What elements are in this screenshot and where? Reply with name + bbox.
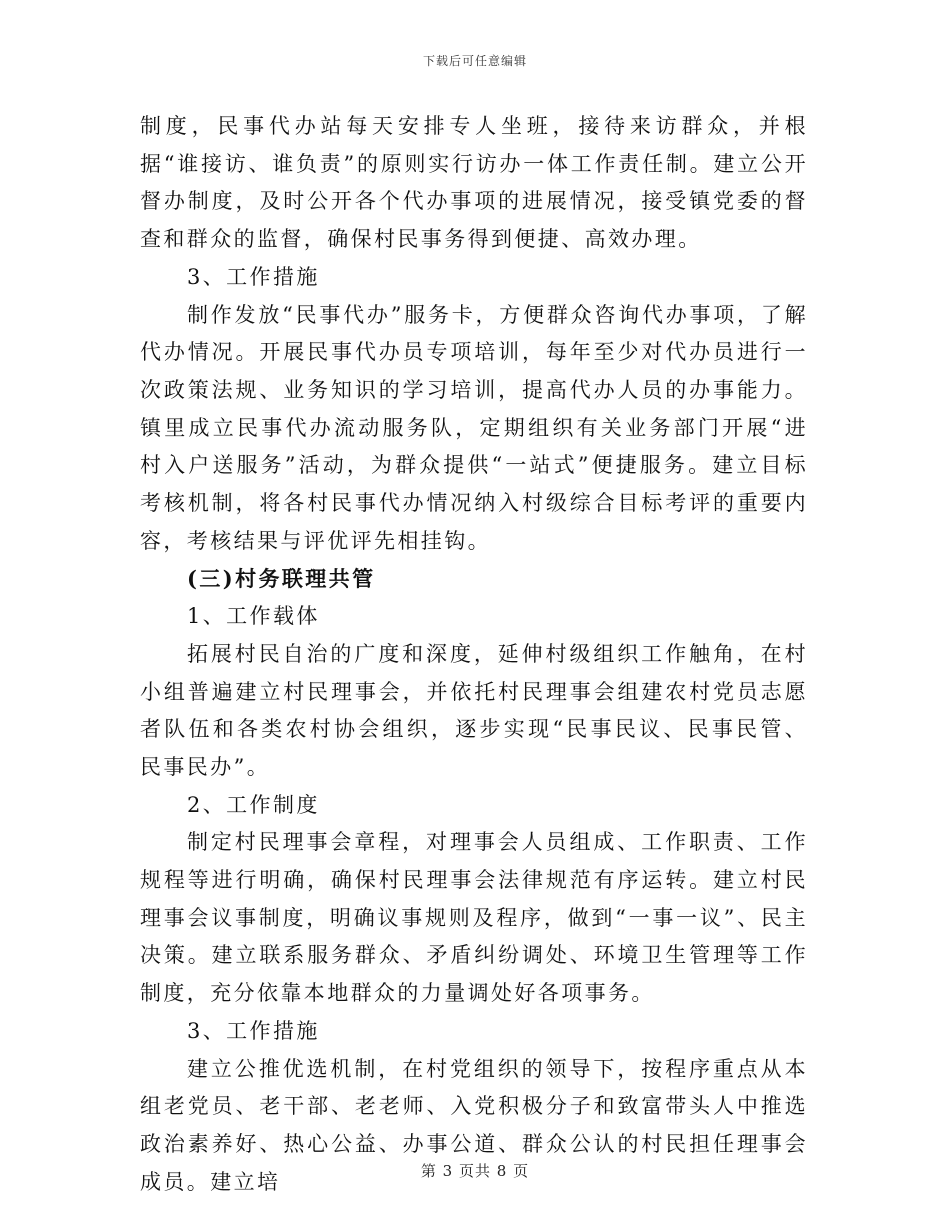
page-number: 第 3 页共 8 页	[420, 1162, 530, 1180]
body-paragraph: 制定村民理事会章程，对理事会人员组成、工作职责、工作规程等进行明确，确保村民理事会法律规范有序运转。建立村民理事会议事制度，明确议事规则及程序，做到“一事一议”、民主决策。建立联系服务群众、矛盾纠纷调处、环境卫生管理等工作制度，充分依靠本地群众的力量调处好各项事务。	[140, 830, 808, 1006]
body-paragraph: 制作发放“民事代办”服务卡，方便群众咨询代办事项，了解代办情况。开展民事代办员专项培训，每年至少对代办员进行一次政策法规、业务知识的学习培训，提高代办人员的办事能力。镇里成立民事代办流动服务队，定期组织有关业务部门开展“进村入户送服务”活动，为群众提供“一站式”便捷服务。建立目标考核机制，将各村民事代办情况纳入村级综合目标考评的重要内容，考核结果与评优评先相挂钩。	[140, 302, 808, 553]
subheading-work-carrier: 1、工作载体	[187, 604, 320, 629]
page-header-note: 下载后可任意编辑	[422, 54, 527, 68]
section-heading: (三)村务联理共管	[187, 566, 376, 592]
body-paragraph: 制度，民事代办站每天安排专人坐班，接待来访群众，并根据“谁接访、谁负责”的原则实行访办一体工作责任制。建立公开督办制度，及时公开各个代办事项的进展情况，接受镇党委的督查和群众的监督，确保村民事务得到便捷、高效办理。	[140, 114, 808, 252]
body-paragraph: 建立公推优选机制，在村党组织的领导下，按程序重点从本组老党员、老干部、老老师、入党积极分子和致富带头人中推选政治素养好、热心公益、办事公道、群众公认的村民担任理事会成员。建立培	[140, 1056, 808, 1194]
subheading-work-measures: 3、工作措施	[187, 264, 320, 289]
subheading-work-measures: 3、工作措施	[187, 1018, 320, 1043]
document-body	[140, 108, 808, 1201]
body-paragraph: 拓展村民自治的广度和深度，延伸村级组织工作触角，在村小组普遍建立村民理事会，并依托村民理事会组建农村党员志愿者队伍和各类农村协会组织，逐步实现“民事民议、民事民管、民事民办”。	[140, 641, 808, 779]
subheading-work-system: 2、工作制度	[187, 792, 320, 817]
